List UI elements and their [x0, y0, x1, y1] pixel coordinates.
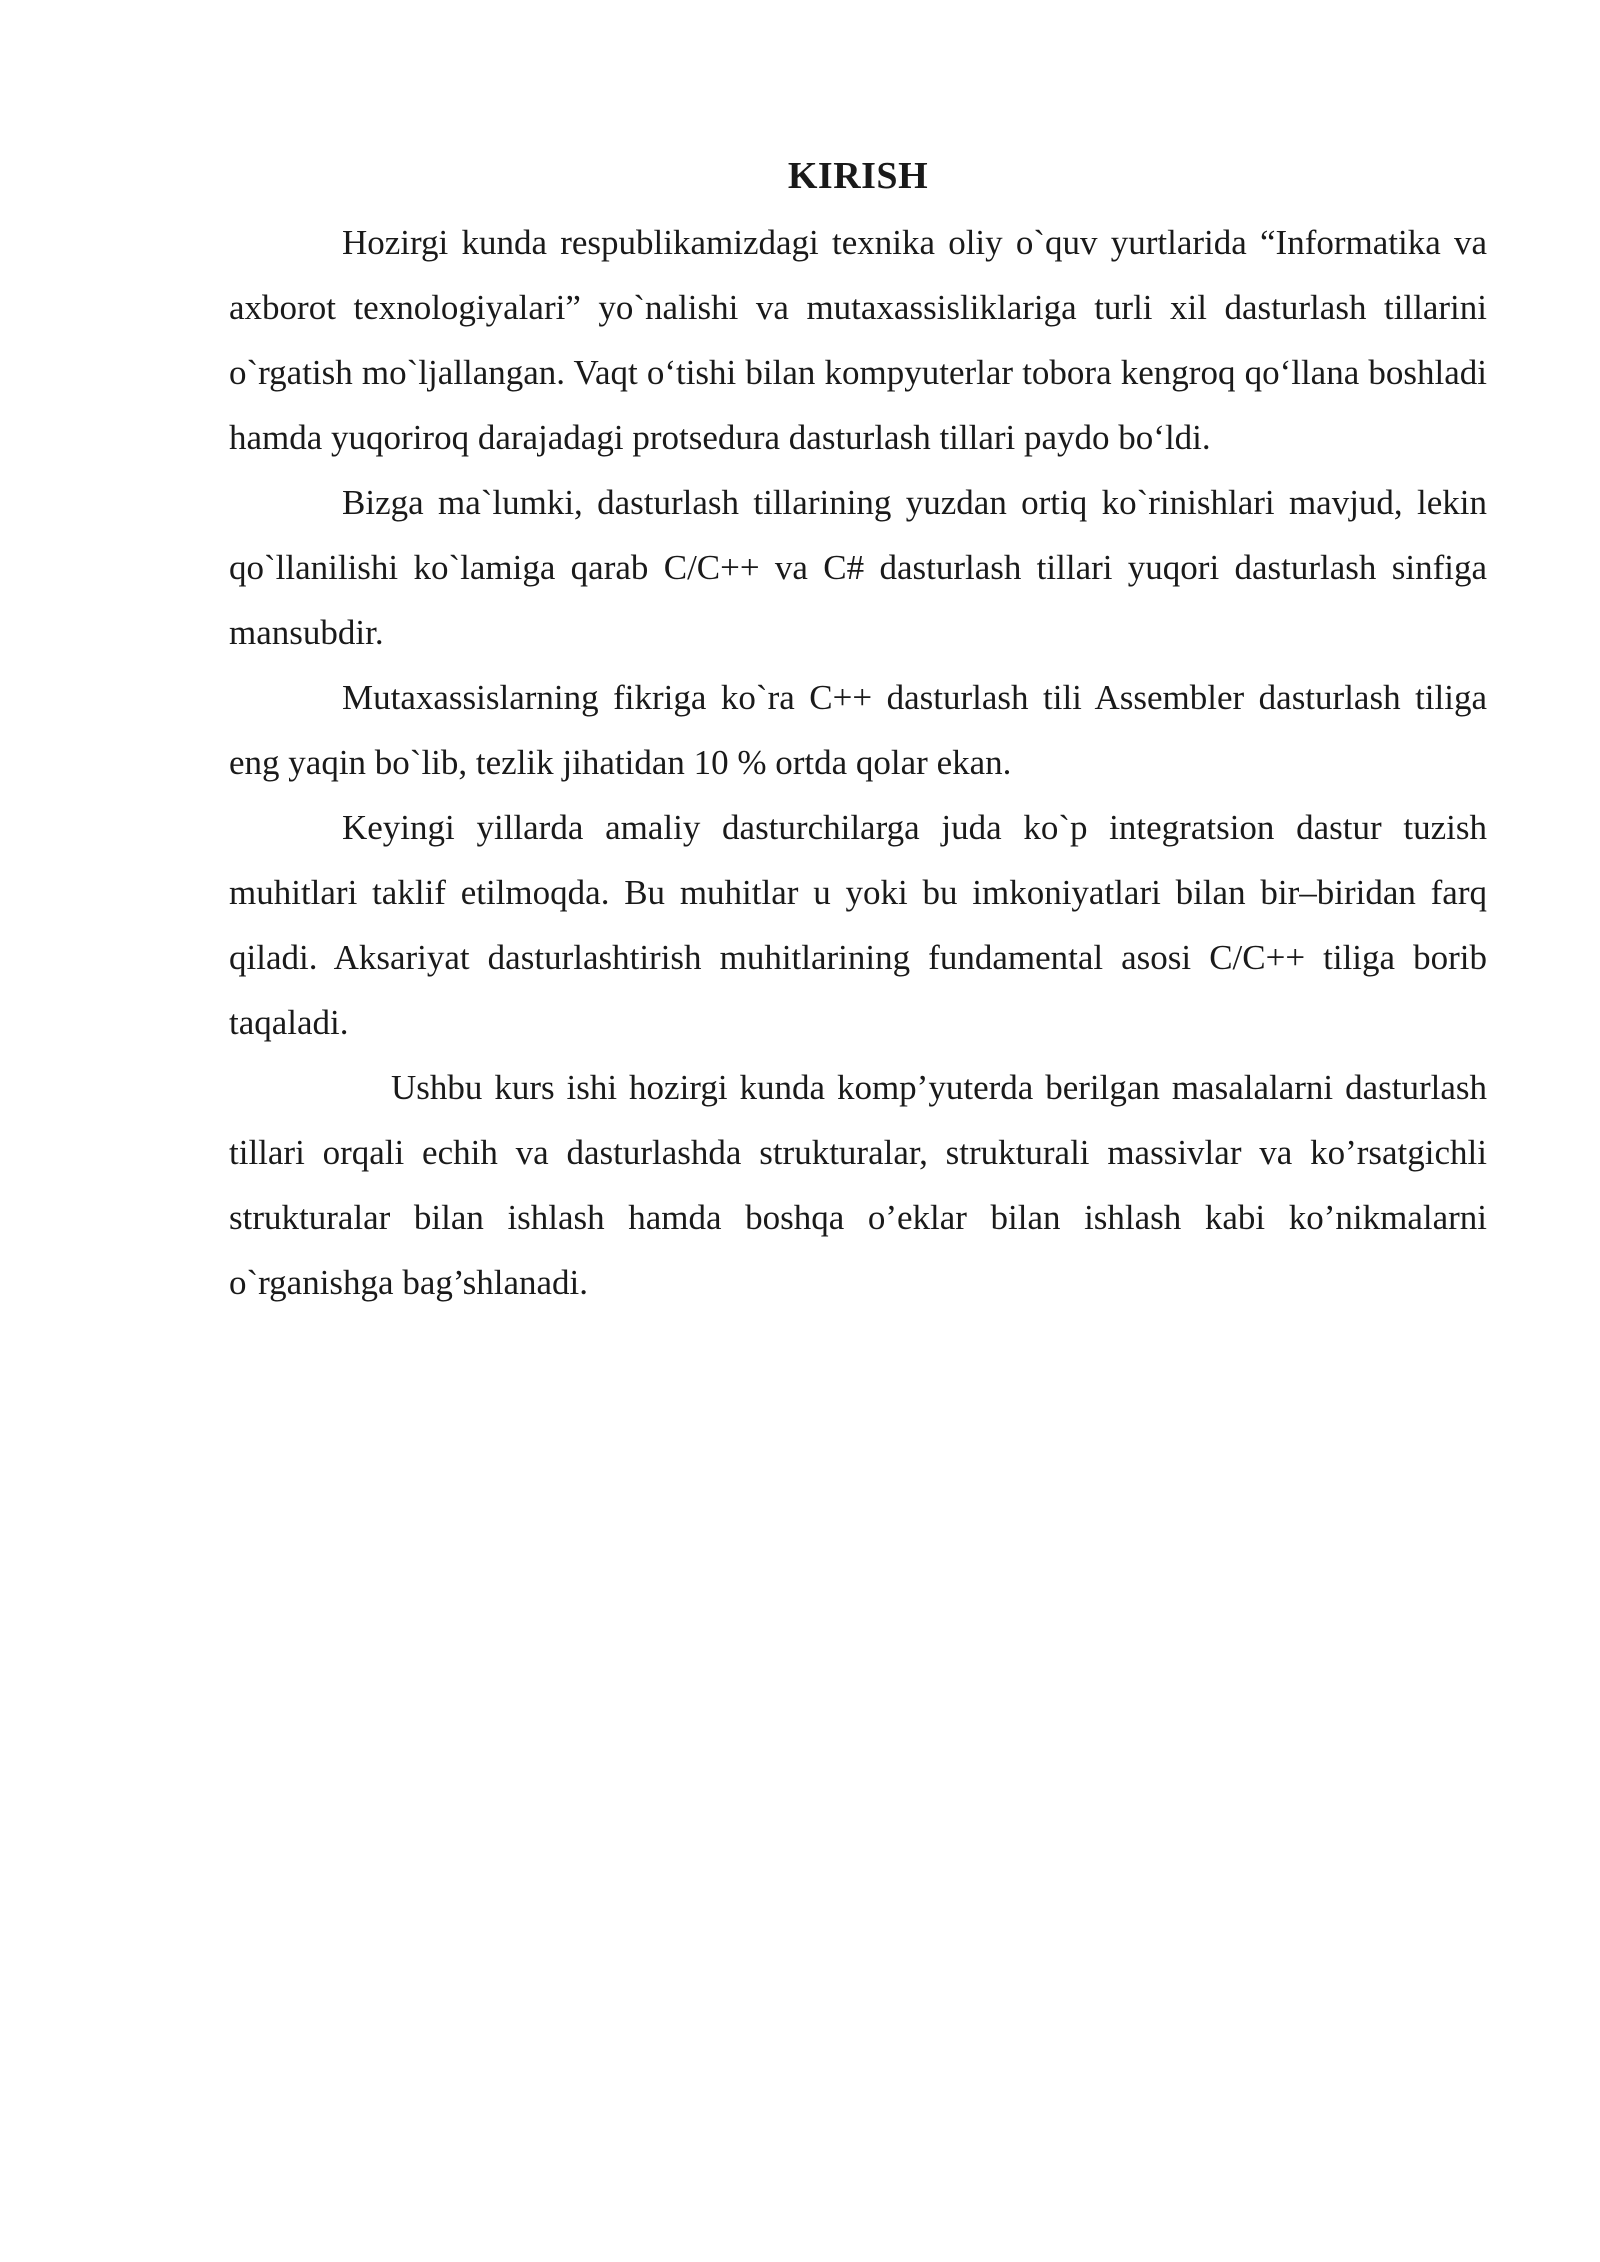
paragraph-cpp-speed: Mutaxassislarning fikriga ko`ra C++ dasturlash tili Assembler dasturlash tiliga eng yaqin bo`lib, tezlik jihatidan 10 % ortda qolar ekan.: [229, 678, 1487, 782]
paragraph-course-purpose: Ushbu kurs ishi hozirgi kunda komp’yuterda berilgan masalalarni dasturlash tillari orqali echih va dasturlashda strukturalar, strukturali massivlar va ko’rsatgichli strukturalar bilan ishlash hamda boshqa o’eklar bilan ishlash kabi ko’nikmalarni o`rganishga bag’shlanadi.: [229, 1068, 1487, 1302]
paragraph-environments: Keyingi yillarda amaliy dasturchilarga juda ko`p integratsion dastur tuzish muhitlari taklif etilmoqda. Bu muhitlar u yoki bu imkoniyatlari bilan bir–biridan farq qiladi. Aksariyat dasturlashtirish muhitlarining fundamental asosi C/C++ tiliga borib taqaladi.: [229, 808, 1487, 1042]
paragraph-intro: Hozirgi kunda respublikamizdagi texnika oliy o`quv yurtlarida “Informatika va axborot texnologiyalari” yo`nalishi va mutaxassisliklariga turli xil dasturlash tillarini o`rgatish mo`ljallangan. Vaqt o‘tishi bilan kompyuterlar tobora kengroq qo‘llana boshladi hamda yuqoriroq darajadagi protsedura dasturlash tillari paydo bo‘ldi.: [229, 223, 1487, 457]
page-title: KIRISH: [787, 155, 929, 197]
paragraph-languages: Bizga ma`lumki, dasturlash tillarining yuzdan ortiq ko`rinishlari mavjud, lekin qo`llanilishi ko`lamiga qarab C/C++ va C# dasturlash tillari yuqori dasturlash sinfiga mansubdir.: [229, 483, 1487, 652]
document-body: [229, 150, 1487, 1315]
